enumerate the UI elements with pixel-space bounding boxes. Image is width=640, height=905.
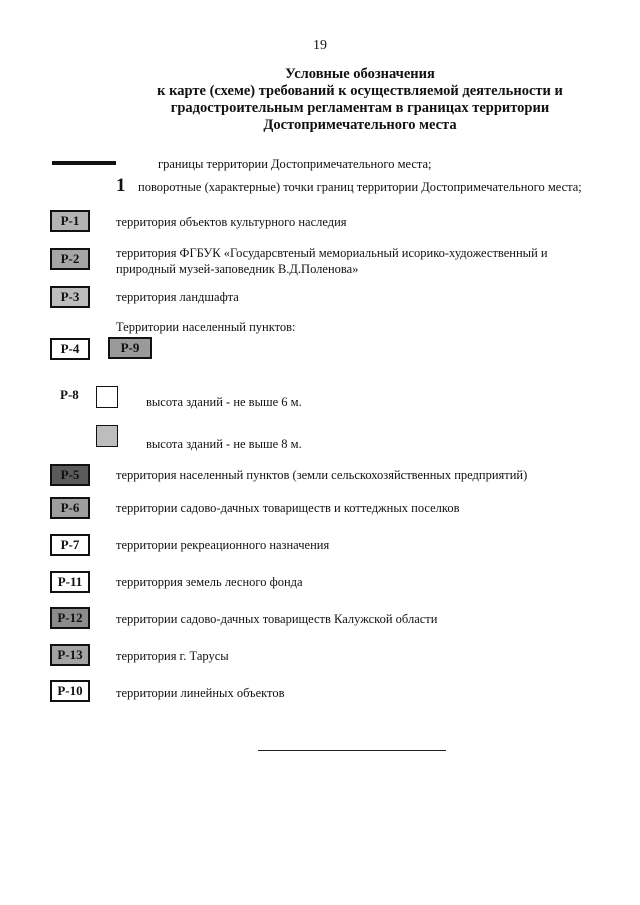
title-line-2: к карте (схеме) требований к осуществляемой деятельности и — [157, 83, 563, 99]
turning-point-symbol: 1 — [116, 175, 126, 196]
legend-text-r13: территория г. Тарусы — [116, 649, 229, 663]
legend-swatch-r10: Р-10 — [50, 680, 90, 702]
legend-swatch-r6: Р-6 — [50, 497, 90, 519]
legend-text-r2-line2: природный музей-заповедник В.Д.Поленова» — [116, 262, 359, 276]
boundary-line-symbol — [52, 161, 116, 165]
legend-text-r11: территоррия земель лесного фонда — [116, 575, 303, 589]
legend-swatch-r7: Р-7 — [50, 534, 90, 556]
height8-text: высота зданий - не выше 8 м. — [146, 437, 302, 451]
legend-text-r12: территории садово-дачных товариществ Калужской области — [116, 612, 438, 626]
legend-code-r8: Р-8 — [60, 387, 79, 402]
legend-text-r10: территории линейных объектов — [116, 686, 285, 700]
title-line-1: Условные обозначения — [285, 66, 435, 82]
legend-swatch-r11: Р-11 — [50, 571, 90, 593]
legend-text-r1: территория объектов культурного наследия — [116, 215, 347, 229]
legend-text-r5: территория населенный пунктов (земли сельскохозяйственных предприятий) — [116, 468, 528, 482]
title-line-3: градостроительным регламентам в границах территории — [170, 100, 550, 116]
settlements-heading: Территории населенный пунктов: — [116, 320, 296, 334]
legend-swatch-r1: Р-1 — [50, 210, 90, 232]
legend-swatch-r5: Р-5 — [50, 464, 90, 486]
bottom-separator — [258, 750, 446, 751]
height6-text: высота зданий - не выше 6 м. — [146, 395, 302, 409]
legend-text-r7: территории рекреационного назначения — [116, 538, 330, 552]
legend-text-r6: территории садово-дачных товариществ и коттеджных поселков — [116, 501, 460, 515]
legend-title — [100, 66, 620, 134]
legend-swatch-r12: Р-12 — [50, 607, 90, 629]
turning-point-text: поворотные (характерные) точки границ территории Достопримечательного места; — [138, 180, 582, 194]
legend-swatch-r3: Р-3 — [50, 286, 90, 308]
height6-swatch — [96, 386, 118, 408]
height8-swatch — [96, 425, 118, 447]
title-line-4: Достопримечательного места — [263, 117, 457, 133]
legend-text-r3: территория ландшафта — [116, 290, 239, 304]
page-number: 19 — [313, 38, 327, 53]
boundary-text: границы территории Достопримечательного места; — [158, 157, 432, 171]
legend-swatch-r4: Р-4 — [50, 338, 90, 360]
legend-swatch-r2: Р-2 — [50, 248, 90, 270]
legend-text-r2-line1: территория ФГБУК «Государсвтеный мемориальный исорико-художественный и — [116, 246, 548, 260]
legend-swatch-r9: Р-9 — [108, 337, 152, 359]
legend-swatch-r13: Р-13 — [50, 644, 90, 666]
